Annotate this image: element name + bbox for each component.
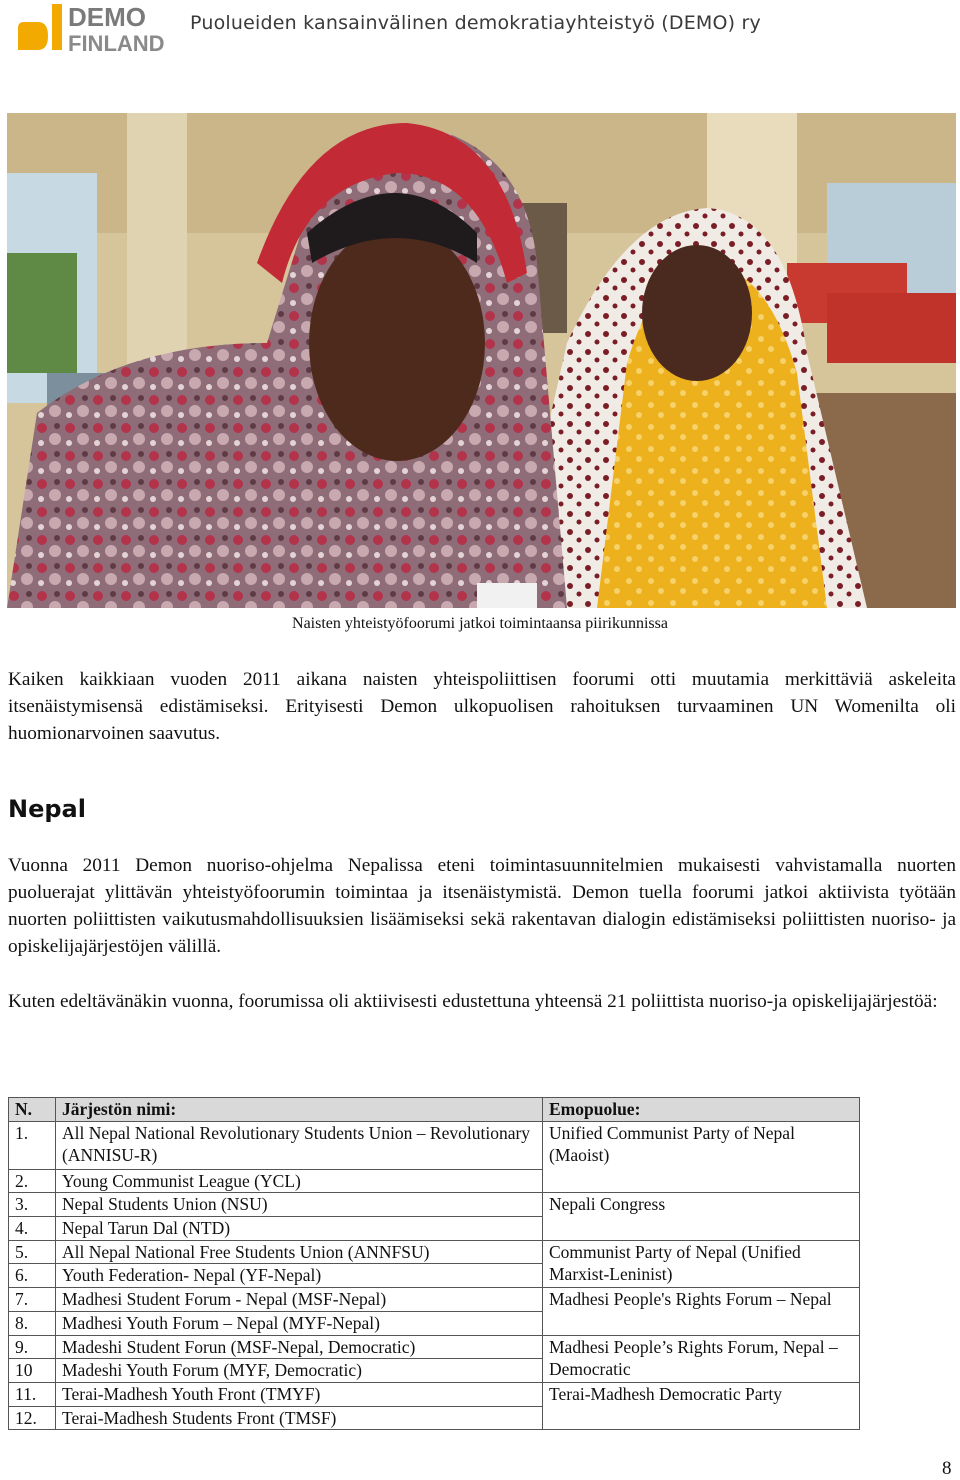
organization-name-cell: All Nepal National Revolutionary Students Union – Revolutionary (ANNISU-R): [56, 1121, 543, 1169]
photo-caption: Naisten yhteistyöfoorumi jatkoi toimintaansa piirikunnissa: [292, 615, 668, 632]
organization-name-cell: Madeshi Student Forun (MSF-Nepal, Democratic): [56, 1335, 543, 1359]
organization-name: Puolueiden kansainvälinen demokratiayhteistyö (DEMO) ry: [190, 12, 761, 34]
organization-name-cell: Terai-Madhesh Youth Front (TMYF): [56, 1382, 543, 1406]
parent-party-cell: Communist Party of Nepal (Unified Marxist-Leninist): [543, 1240, 860, 1287]
women-forum-photo: [7, 113, 956, 608]
page-header: [0, 0, 960, 60]
row-number: 1.: [9, 1121, 56, 1169]
table-row: [9, 1288, 860, 1312]
row-number: 8.: [9, 1311, 56, 1335]
organization-name-cell: Madhesi Youth Forum – Nepal (MYF-Nepal): [56, 1311, 543, 1335]
row-number: 11.: [9, 1382, 56, 1406]
row-number: 3.: [9, 1193, 56, 1217]
row-number: 4.: [9, 1217, 56, 1241]
logo-mark-shape: [18, 22, 48, 50]
organization-name-cell: Madeshi Youth Forum (MYF, Democratic): [56, 1359, 543, 1383]
organizations-intro-paragraph: Kuten edeltävänäkin vuonna, foorumissa oli aktiivisesti edustettuna yhteensä 21 poliittista nuoriso-ja opiskelijajärjestöä:: [8, 991, 938, 1012]
parent-party-cell: Madhesi People’s Rights Forum, Nepal – Democratic: [543, 1335, 860, 1382]
organizations-table: [8, 1097, 860, 1430]
table-row: [9, 1382, 860, 1406]
organization-name-cell: Nepal Students Union (NSU): [56, 1193, 543, 1217]
row-number: 6.: [9, 1264, 56, 1288]
demo-finland-logo: [16, 2, 166, 54]
logo-text-finland: FINLAND: [68, 31, 165, 54]
header-organization-name: Järjestön nimi:: [56, 1098, 543, 1122]
table-row: [9, 1240, 860, 1264]
row-number: 10: [9, 1359, 56, 1383]
organization-name-cell: All Nepal National Free Students Union (ANNFSU): [56, 1240, 543, 1264]
header-number: N.: [9, 1098, 56, 1122]
table-row: [9, 1335, 860, 1359]
organization-name-cell: Youth Federation- Nepal (YF-Nepal): [56, 1264, 543, 1288]
row-number: 9.: [9, 1335, 56, 1359]
parent-party-cell: Unified Communist Party of Nepal (Maoist): [543, 1121, 860, 1193]
logo-mark-bar: [52, 4, 62, 50]
organization-name-cell: Nepal Tarun Dal (NTD): [56, 1217, 543, 1241]
header-parent-party: Emopuolue:: [543, 1098, 860, 1122]
organization-name-cell: Madhesi Student Forum - Nepal (MSF-Nepal): [56, 1288, 543, 1312]
table-row: [9, 1193, 860, 1217]
table-row: [9, 1121, 860, 1169]
row-number: 12.: [9, 1406, 56, 1430]
page-number: 8: [942, 1458, 952, 1479]
organization-name-cell: Terai-Madhesh Students Front (TMSF): [56, 1406, 543, 1430]
table-header-row: [9, 1098, 860, 1122]
parent-party-cell: Nepali Congress: [543, 1193, 860, 1240]
section-heading-nepal: Nepal: [8, 795, 86, 823]
row-number: 2.: [9, 1169, 56, 1193]
nepal-paragraph: Vuonna 2011 Demon nuoriso-ohjelma Nepalissa eteni toimintasuunnitelmien mukaisesti vahvistamalla nuorten puoluerajat ylittävän yhteistyöfoorumin toimintaa ja itsenäistymistä. Demon tuella foorumi jatkoi aktiivista työtään nuorten poliittisten vaikutusmahdollisuuksien lisäämiseksi sekä rakentavan dialogin edistämiseksi poliittisten nuoriso- ja opiskelijajärjestöjen välillä.: [8, 855, 956, 957]
row-number: 7.: [9, 1288, 56, 1312]
organization-name-cell: Young Communist League (YCL): [56, 1169, 543, 1193]
row-number: 5.: [9, 1240, 56, 1264]
intro-paragraph: Kaiken kaikkiaan vuoden 2011 aikana naisten yhteispoliittisen foorumi otti muutamia merkittäviä askeleita itsenäistymisensä edistämiseksi. Erityisesti Demon ulkopuolisen rahoituksen turvaaminen UN Womenilta oli huomionarvoinen saavutus.: [8, 669, 956, 744]
logo-text-demo: DEMO: [68, 2, 146, 32]
parent-party-cell: Madhesi People's Rights Forum – Nepal: [543, 1288, 860, 1335]
parent-party-cell: Terai-Madhesh Democratic Party: [543, 1382, 860, 1429]
